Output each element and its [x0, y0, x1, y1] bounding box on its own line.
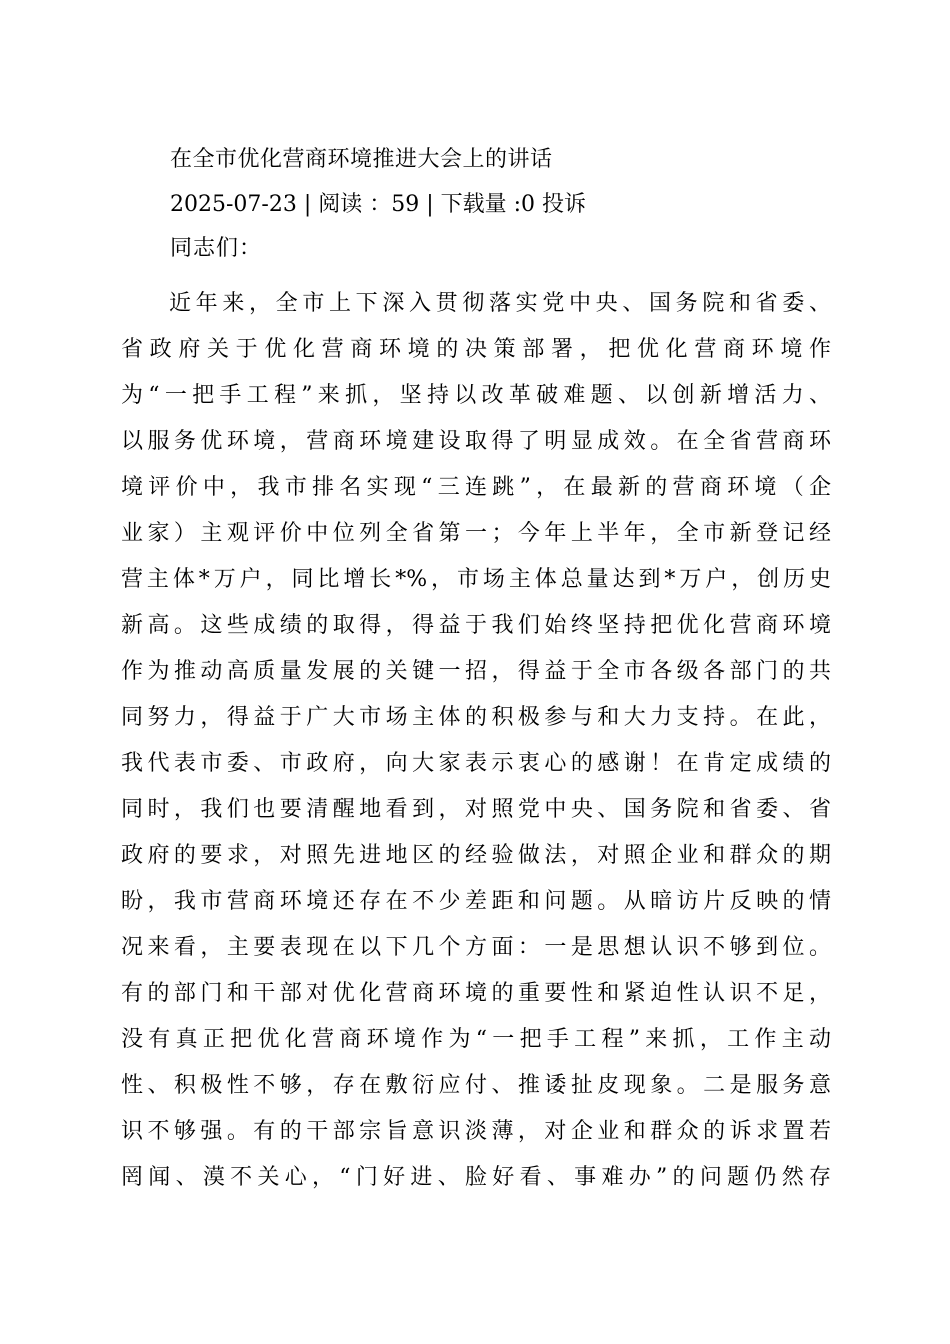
body-paragraph	[121, 281, 831, 1201]
paragraph-line: 境评价中，我市排名实现“三连跳”，在最新的营商环境（企	[121, 475, 831, 500]
paragraph-line: 同努力，得益于广大市场主体的积极参与和大力支持。在此，	[121, 705, 831, 730]
paragraph-line: 业家）主观评价中位列全省第一；今年上半年，全市新登记经	[121, 521, 831, 546]
paragraph-line: 况来看，主要表现在以下几个方面：一是思想认识不够到位。	[121, 935, 831, 960]
paragraph-line: 罔闻、漠不关心，“门好进、脸好看、事难办”的问题仍然存	[121, 1165, 831, 1190]
paragraph-line: 作为推动高质量发展的关键一招，得益于全市各级各部门的共	[121, 659, 831, 684]
paragraph-line: 新高。这些成绩的取得，得益于我们始终坚持把优化营商环境	[121, 613, 831, 638]
paragraph-line: 营主体*万户，同比增长*%，市场主体总量达到*万户，创历史	[121, 567, 831, 592]
paragraph-line: 我代表市委、市政府，向大家表示衷心的感谢！在肯定成绩的	[121, 751, 831, 776]
paragraph-line: 有的部门和干部对优化营商环境的重要性和紧迫性认识不足，	[121, 981, 831, 1006]
paragraph-line: 省政府关于优化营商环境的决策部署，把优化营商环境作	[121, 337, 831, 362]
paragraph-line: 政府的要求，对照先进地区的经验做法，对照企业和群众的期	[121, 843, 831, 868]
paragraph-line: 性、积极性不够，存在敷衍应付、推诿扯皮现象。二是服务意	[121, 1073, 831, 1098]
greeting: 同志们：	[170, 236, 263, 261]
document-title: 在全市优化营商环境推进大会上的讲话	[170, 147, 553, 172]
paragraph-line: 识不够强。有的干部宗旨意识淡薄，对企业和群众的诉求置若	[121, 1119, 831, 1144]
paragraph-line: 近年来，全市上下深入贯彻落实党中央、国务院和省委、	[169, 291, 831, 316]
document-meta: 2025-07-23 | 阅读 ：59 | 下载量 :0 投诉	[170, 192, 587, 217]
paragraph-line: 为“一把手工程”来抓，坚持以改革破难题、以创新增活力、	[121, 383, 831, 408]
paragraph-line: 同时，我们也要清醒地看到，对照党中央、国务院和省委、省	[121, 797, 831, 822]
paragraph-line: 没有真正把优化营商环境作为“一把手工程”来抓，工作主动	[121, 1027, 831, 1052]
paragraph-line: 盼，我市营商环境还存在不少差距和问题。从暗访片反映的情	[121, 889, 831, 914]
paragraph-line: 以服务优环境，营商环境建设取得了明显成效。在全省营商环	[121, 429, 831, 454]
